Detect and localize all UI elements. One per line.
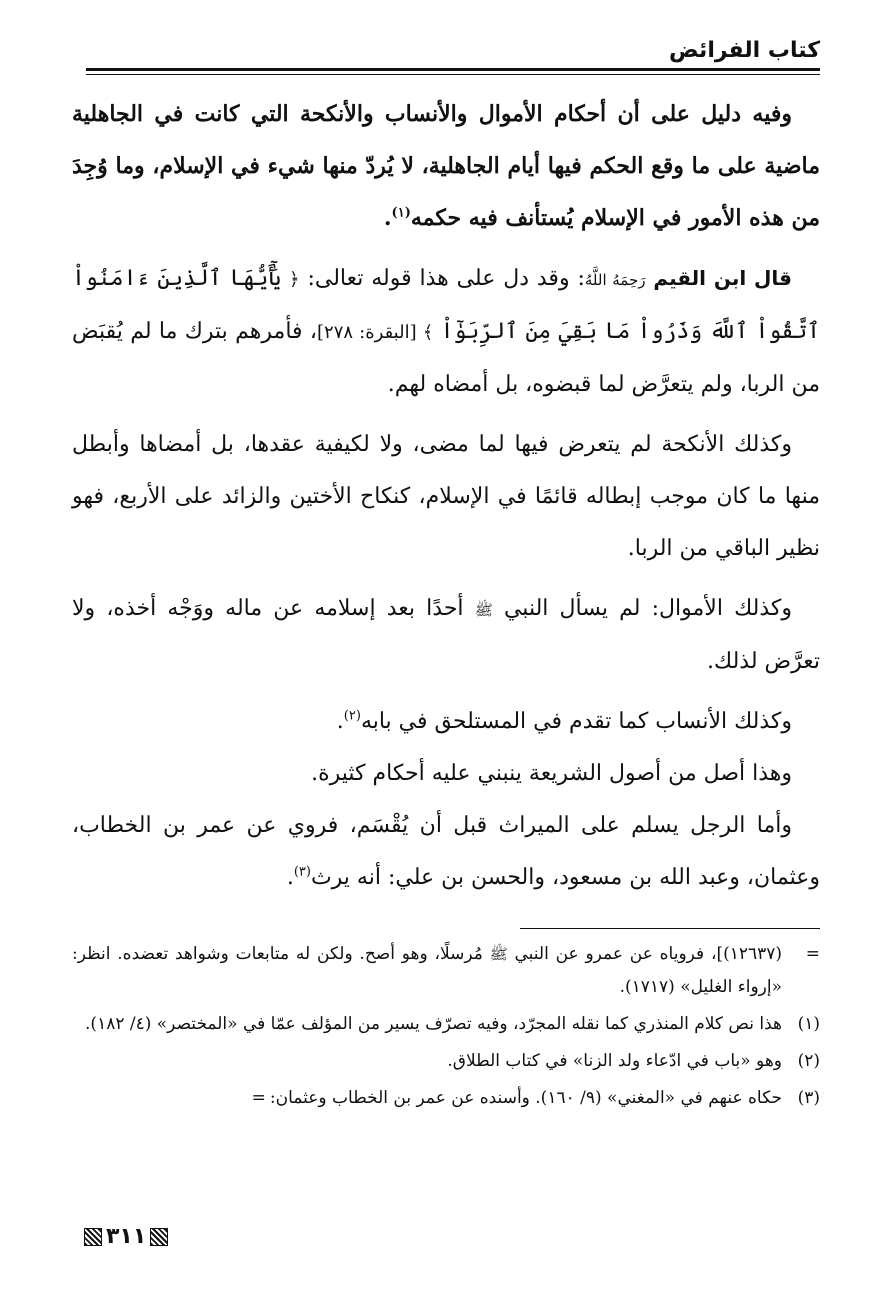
paragraph-2 bbox=[72, 252, 820, 411]
paragraph-7 bbox=[72, 800, 820, 904]
footnote-3 bbox=[72, 1082, 820, 1115]
page-number: ٣١١ bbox=[106, 1224, 147, 1249]
verse-bracket-open: ﴿ bbox=[289, 269, 300, 290]
continuation-text-a: (١٢٦٣٧)]، فروياه عن عمرو عن النبي bbox=[507, 944, 783, 964]
footnote-1-mark: (١) bbox=[797, 1014, 820, 1034]
salawat-glyph: ﷺ bbox=[474, 601, 493, 619]
paragraph-4-a: وكذلك الأموال: لم يسأل النبي bbox=[492, 596, 792, 621]
paragraph-1 bbox=[72, 88, 820, 244]
speaker-name: قال ابن القيم bbox=[653, 266, 793, 290]
main-text bbox=[72, 88, 820, 912]
footnote-ref-1: (١) bbox=[391, 205, 411, 221]
footnote-ref-2: (٢) bbox=[343, 708, 361, 724]
footnote-continuation bbox=[72, 938, 820, 1004]
verse-reference: [البقرة: ٢٧٨] bbox=[317, 322, 423, 343]
footnote-3-continues-mark: = bbox=[251, 1088, 266, 1108]
paragraph-2-intro: : وقد دل على هذا قوله تعالى: bbox=[299, 266, 585, 291]
quran-verse: يَٰٓأَيُّهَا ٱلَّذِينَ ءَامَنُواْ ٱتَّقُواْ ٱللَّهَ وَذَرُواْ مَا بَقِيَ مِنَ ٱلرِّبَوٰٓاْ bbox=[72, 266, 820, 344]
footnote-3-mark: (٣) bbox=[797, 1088, 820, 1108]
header-rule-thick bbox=[86, 68, 820, 71]
paragraph-3: وكذلك الأنكحة لم يتعرض فيها لما مضى، ولا لكيفية عقدها، بل أمضاها وأبطل منها ما كان موجب إبطاله قائمًا في الإسلام، كنكاح الأختين والزائد على الأربع، فهو نظير الباقي من الربا. bbox=[72, 432, 820, 561]
paragraph-1-text: وفيه دليل على أن أحكام الأموال والأنساب والأنكحة التي كانت في الجاهلية ماضية على ما وقع الحكم فيها أيام الجاهلية، لا يُردّ منها شيء في الإسلام، وما وُجِدَ من هذه الأمور في الإسلام يُستأنف فيه حكمه bbox=[72, 101, 820, 231]
paragraph-7-end: . bbox=[286, 865, 294, 890]
paragraph-5 bbox=[72, 696, 820, 748]
running-title: كتاب الفرائض bbox=[669, 38, 820, 63]
footnote-2-mark: (٢) bbox=[797, 1051, 820, 1071]
paragraph-7-text: وأما الرجل يسلم على الميراث قبل أن يُقْسَم، فروي عن عمر بن الخطاب، وعثمان، وعبد الله بن مسعود، والحسن بن علي: أنه يرث bbox=[72, 813, 820, 890]
paragraph-1-end: . bbox=[383, 205, 392, 231]
folio-ornament-right-icon bbox=[150, 1228, 168, 1246]
verse-bracket-close: ﴾ bbox=[422, 322, 434, 343]
page-folio bbox=[84, 1222, 168, 1252]
footnotes bbox=[72, 938, 820, 1119]
honorific-glyph: رَحِمَهُ اللَّهُ bbox=[584, 271, 646, 289]
continuation-text-b: مُرسلًا، وهو أصح. ولكن له متابعات وشواهد تعضده. انظر: «إرواء الغليل» (١٧١٧). bbox=[72, 944, 782, 997]
footnote-2 bbox=[72, 1045, 820, 1078]
header-rule-thin bbox=[86, 74, 820, 75]
paragraph-5-end: . bbox=[336, 709, 344, 734]
footnote-separator bbox=[520, 928, 820, 929]
footnote-3-text: حكاه عنهم في «المغني» (٩/ ١٦٠). وأسنده عن عمر بن الخطاب وعثمان: bbox=[269, 1088, 782, 1108]
folio-ornament-left-icon bbox=[84, 1228, 102, 1246]
continuation-mark: = bbox=[805, 944, 820, 964]
footnote-1-text: هذا نص كلام المنذري كما نقله المجرّد، وفيه تصرّف يسير من المؤلف عمّا في «المختصر» (٤/ ١٨٢). bbox=[85, 1014, 782, 1034]
footnote-2-text: وهو «باب في ادّعاء ولد الزنا» في كتاب الطلاق. bbox=[447, 1051, 782, 1071]
salawat-glyph-footnote: ﷺ bbox=[489, 945, 508, 963]
paragraph-4-b: أحدًا بعد إسلامه عن ماله ووَجْه أخذه، ولا تعرَّض لذلك. bbox=[72, 596, 820, 674]
footnote-ref-3: (٣) bbox=[293, 864, 311, 880]
paragraph-5-text: وكذلك الأنساب كما تقدم في المستلحق في بابه bbox=[360, 709, 792, 734]
paragraph-4 bbox=[72, 583, 820, 688]
paragraph-2-rest: ، فأمرهم بترك ما لم يُقبَض من الربا، ولم يتعرَّض لما قبضوه، بل أمضاه لهم. bbox=[72, 319, 820, 397]
paragraph-6: وهذا أصل من أصول الشريعة ينبني عليه أحكام كثيرة. bbox=[311, 761, 792, 786]
footnote-1 bbox=[72, 1008, 820, 1041]
